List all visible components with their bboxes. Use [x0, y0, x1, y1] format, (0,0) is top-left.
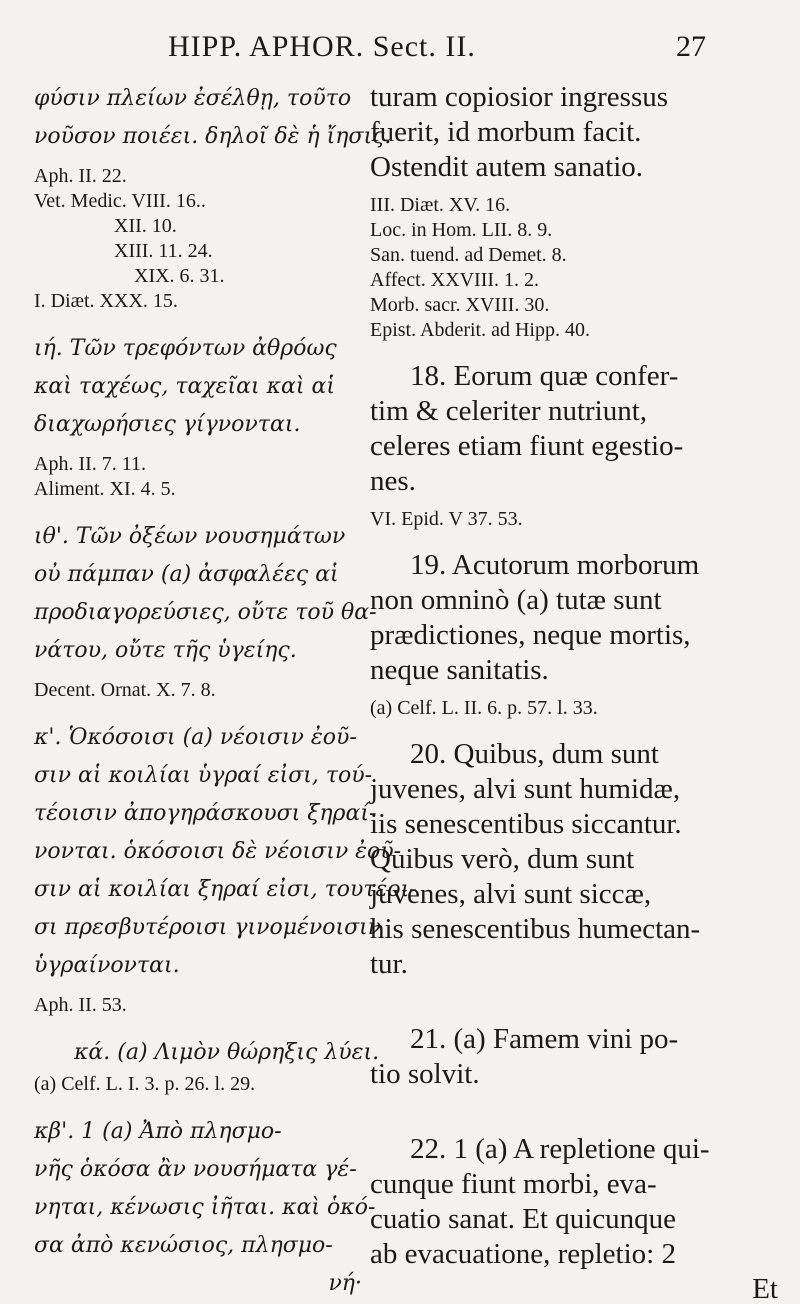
latin-aphorism-22: [370, 1132, 778, 1304]
text-line: σιν αἱ κοιλίαι ξηραί εἰσι, τουτέοι-: [34, 877, 417, 902]
text-line: νῆς ὁκόσα ἂν νουσήματα γέ-: [34, 1157, 357, 1182]
reference-line: Morb. sacr. XVIII. 30.: [370, 294, 550, 316]
text-line: διαχωρήσιες γίγνονται.: [34, 412, 301, 437]
greek-aphorism-19: [34, 518, 377, 670]
text-line: cunque fiunt morbi, eva-: [370, 1168, 657, 1200]
text-line: κβ'. 1 (a) Ἀπὸ πλησμο-: [34, 1119, 282, 1144]
text-line: κά. (a) Λιμὸν θώρηξις λύει.: [74, 1040, 380, 1065]
text-line: 20. Quibus, dum sunt: [410, 738, 659, 770]
greek-aphorism-21: [34, 1034, 380, 1072]
greek-passage-17-end: [34, 80, 392, 156]
reference-line: Aph. II. 53.: [34, 994, 127, 1016]
reference-line: Epist. Abderit. ad Hipp. 40.: [370, 319, 590, 341]
text-line: 18. Eorum quæ confer-: [410, 360, 679, 392]
text-line: his senescentibus humectan-: [370, 913, 701, 945]
text-line: ab evacuatione, repletio: 2: [370, 1238, 676, 1270]
latin-aphorism-21: [370, 1022, 778, 1092]
reference-line: (a) Celf. L. II. 6. p. 57. l. 33.: [370, 697, 598, 719]
text-line: νάτου, οὔτε τῆς ὑγείης.: [34, 638, 297, 663]
references-19-right: [370, 696, 778, 721]
text-line: σιν αἱ κοιλίαι ὑγραί εἰσι, τού-: [34, 763, 373, 788]
text-line: fuerit, id morbum facit.: [370, 116, 642, 148]
references-20: [34, 993, 362, 1018]
latin-passage-17-end: [370, 80, 778, 185]
text-line: νονται. ὁκόσοισι δὲ νέοισιν ἐοῦ-: [34, 839, 402, 864]
reference-line: San. tuend. ad Demet. 8.: [370, 244, 567, 266]
reference-line: I. Diæt. XXX. 15.: [34, 290, 178, 312]
latin-column: [370, 80, 778, 1304]
reference-line: (a) Celf. L. I. 3. p. 26. l. 29.: [34, 1073, 256, 1095]
text-line: cuatio sanat. Et quicunque: [370, 1203, 677, 1235]
text-line: 22. 1 (a) A repletione qui-: [410, 1133, 710, 1165]
text-line: καὶ ταχέως, ταχεῖαι καὶ αἱ: [34, 374, 335, 399]
references-18: [34, 452, 362, 502]
text-line: prædictiones, neque mortis,: [370, 619, 691, 651]
text-line: σι πρεσβυτέροισι γινομένοισιν: [34, 915, 382, 940]
text-line: προδιαγορεύσιες, οὔτε τοῦ θα-: [34, 600, 377, 625]
page-number: 27: [676, 30, 706, 63]
reference-line: Aph. II. 22.: [34, 165, 127, 187]
text-line: νοῦσον ποιέει. δηλοῖ δὲ ἡ ἴησις.: [34, 124, 392, 149]
text-line: neque sanitatis.: [370, 654, 549, 686]
reference-line: Loc. in Hom. LII. 8. 9.: [370, 219, 553, 241]
latin-aphorism-20: [370, 737, 778, 982]
text-line: κ'. Ὁκόσοισι (a) νέοισιν ἐοῦ-: [34, 725, 357, 750]
reference-line: VI. Epid. V 37. 53.: [370, 508, 523, 530]
text-line: σα ἀπὸ κενώσιος, πλησμο-: [34, 1233, 333, 1258]
reference-line: Affect. XXVIII. 1. 2.: [370, 269, 540, 291]
references-17-right: [370, 193, 778, 343]
text-line: celeres etiam fiunt egestio-: [370, 430, 684, 462]
text-line: νή·: [328, 1271, 362, 1296]
running-header: [0, 30, 800, 74]
text-line: 21. (a) Famem vini po-: [410, 1023, 679, 1055]
text-line: non omninò (a) tutæ sunt: [370, 584, 662, 616]
reference-line: XIX. 6. 31.: [134, 265, 225, 287]
catchword: Et: [752, 1273, 778, 1304]
reference-line: Vet. Medic. VIII. 16..: [34, 190, 206, 212]
running-title: HIPP. APHOR. Sect. II.: [168, 30, 476, 63]
text-line: tim & celeriter nutriunt,: [370, 395, 648, 427]
text-line: nes.: [370, 465, 416, 497]
text-line: νηται, κένωσις ἰῆται. καὶ ὁκό-: [34, 1195, 376, 1220]
text-line: Ostendit autem sanatio.: [370, 151, 644, 183]
text-line: τέοισιν ἀπογηράσκουσι ξηραί-: [34, 801, 377, 826]
text-line: juvenes, alvi sunt siccæ,: [370, 878, 652, 910]
text-line: οὐ πάμπαν (a) ἀσφαλέες αἱ: [34, 562, 339, 587]
reference-line: Aph. II. 7. 11.: [34, 453, 147, 475]
references-18-right: [370, 507, 778, 532]
references-19: [34, 678, 362, 703]
reference-line: XII. 10.: [114, 215, 177, 237]
text-line: 19. Acutorum morborum: [410, 549, 700, 581]
text-line: Quibus verò, dum sunt: [370, 843, 635, 875]
text-line: tur.: [370, 948, 408, 980]
reference-line: Aliment. XI. 4. 5.: [34, 478, 176, 500]
reference-line: III. Diæt. XV. 16.: [370, 194, 511, 216]
greek-aphorism-18: [34, 330, 362, 444]
text-line: ὑγραίνονται.: [34, 953, 180, 978]
text-line: turam copiosior ingressus: [370, 81, 669, 113]
text-line: ιή. Τῶν τρεφόντων ἀθρόως: [34, 336, 337, 361]
latin-aphorism-19: [370, 548, 778, 688]
text-line: tio solvit.: [370, 1058, 480, 1090]
reference-line: XIII. 11. 24.: [114, 240, 213, 262]
reference-line: Decent. Ornat. X. 7. 8.: [34, 679, 216, 701]
text-line: juvenes, alvi sunt humidæ,: [370, 773, 681, 805]
latin-aphorism-18: [370, 359, 778, 499]
text-line: φύσιν πλείων ἐσέλθῃ, τοῦτο: [34, 86, 352, 111]
greek-aphorism-22: [34, 1113, 376, 1303]
text-line: iis senescentibus siccantur.: [370, 808, 682, 840]
text-line: ιθ'. Τῶν ὀξέων νουσημάτων: [34, 524, 346, 549]
references-21: [34, 1072, 362, 1097]
references-17: [34, 164, 362, 314]
